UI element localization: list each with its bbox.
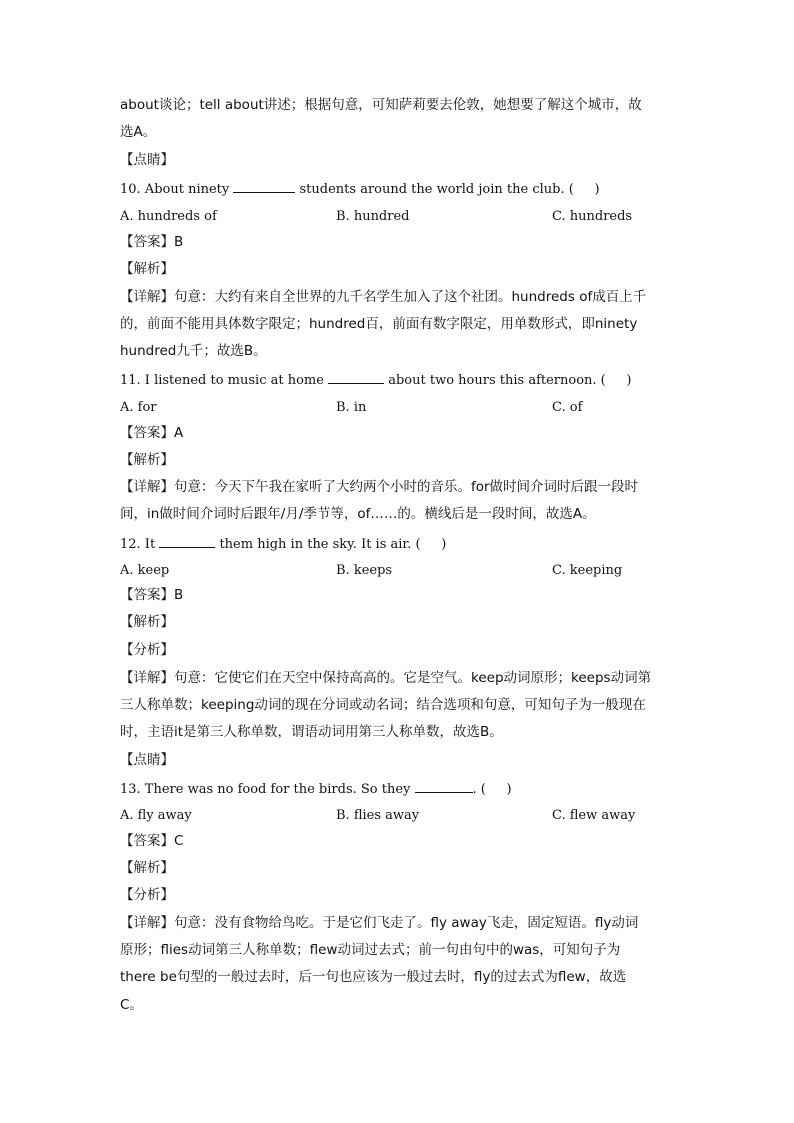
question-11-option-a: A. for — [120, 400, 157, 415]
question-13-stem-b: . ( ) — [472, 782, 512, 797]
question-10-answer: 【答案】B — [120, 234, 184, 250]
question-10-stem — [120, 181, 600, 198]
question-10-option-b: B. hundred — [336, 209, 410, 224]
answer-blank — [233, 181, 295, 193]
question-11-detail-line-2: 间，in做时间介词时后跟年/月/季节等，of……的。横线后是一段时间，故选A。 — [120, 506, 596, 522]
question-12-fenxi: 【分析】 — [120, 642, 174, 658]
answer-blank — [328, 372, 384, 384]
answer-blank — [415, 781, 473, 793]
question-13-option-a: A. fly away — [120, 808, 192, 823]
question-13-stem — [120, 781, 512, 798]
question-13-detail-line-2: 原形；flies动词第三人称单数；flew动词过去式；前一句由句中的was，可知句子为 — [120, 942, 621, 958]
question-12-detail-line-2: 三人称单数；keeping动词的现在分词或动名词；结合选项和句意，可知句子为一般现在 — [120, 697, 646, 713]
question-12-option-b: B. keeps — [336, 563, 393, 578]
question-12-stem-b: them high in the sky. It is air. ( ) — [215, 537, 447, 552]
question-10-detail-line-1: 【详解】句意：大约有来自全世界的九千名学生加入了这个社团。hundreds of成百上千 — [120, 289, 647, 305]
question-10-option-c: C. hundreds — [552, 209, 633, 224]
question-12-detail-line-3: 时，主语it是第三人称单数，谓语动词用第三人称单数，故选B。 — [120, 724, 503, 740]
question-12-dianjing: 【点睛】 — [120, 752, 174, 768]
question-11-stem — [120, 372, 631, 389]
question-12-option-c: C. keeping — [552, 563, 623, 578]
question-12-stem — [120, 536, 446, 553]
question-12-option-a: A. keep — [120, 563, 170, 578]
question-13-detail-line-3: there be句型的一般过去时，后一句也应该为一般过去时，fly的过去式为flew，故选 — [120, 969, 627, 985]
question-11-stem-a: 11. I listened to music at home — [120, 373, 329, 388]
question-13-answer: 【答案】C — [120, 833, 184, 849]
question-11-option-c: C. of — [552, 400, 583, 415]
question-12-detail-line-1: 【详解】句意：它使它们在天空中保持高高的。它是空气。keep动词原形；keeps动词第 — [120, 670, 652, 686]
intro-text-line-2: 选A。 — [120, 124, 157, 140]
question-13-fenxi: 【分析】 — [120, 887, 174, 903]
question-13-stem-a: 13. There was no food for the birds. So they — [120, 782, 415, 797]
question-13-detail-line-1: 【详解】句意：没有食物给鸟吃。于是它们飞走了。fly away飞走，固定短语。fly动词 — [120, 915, 639, 931]
question-11-jiexi: 【解析】 — [120, 452, 174, 468]
question-12-jiexi: 【解析】 — [120, 614, 174, 630]
question-11-answer: 【答案】A — [120, 425, 184, 441]
question-13-option-b: B. flies away — [336, 808, 420, 823]
question-13-detail-line-4: C。 — [120, 997, 143, 1013]
question-11-detail-line-1: 【详解】句意：今天下午我在家听了大约两个小时的音乐。for做时间介词时后跟一段时 — [120, 479, 639, 495]
question-10-detail-line-2: 的，前面不能用具体数字限定；hundred百，前面有数字限定，用单数形式，即ninety — [120, 316, 638, 332]
question-13-option-c: C. flew away — [552, 808, 636, 823]
question-11-option-b: B. in — [336, 400, 367, 415]
question-10-stem-a: 10. About ninety — [120, 182, 234, 197]
question-12-stem-a: 12. It — [120, 537, 160, 552]
answer-blank — [159, 536, 215, 548]
question-10-option-a: A. hundreds of — [120, 209, 217, 224]
dianjing-heading: 【点睛】 — [120, 152, 174, 168]
question-12-answer: 【答案】B — [120, 587, 184, 603]
intro-text-line-1: about谈论；tell about讲述；根据句意，可知萨莉要去伦敦，她想要了解这个城市，故 — [120, 97, 642, 113]
question-11-stem-b: about two hours this afternoon. ( ) — [384, 373, 632, 388]
question-10-jiexi: 【解析】 — [120, 261, 174, 277]
question-10-stem-b: students around the world join the club. ( ) — [295, 182, 600, 197]
question-10-detail-line-3: hundred九千；故选B。 — [120, 343, 267, 359]
question-13-jiexi: 【解析】 — [120, 860, 174, 876]
